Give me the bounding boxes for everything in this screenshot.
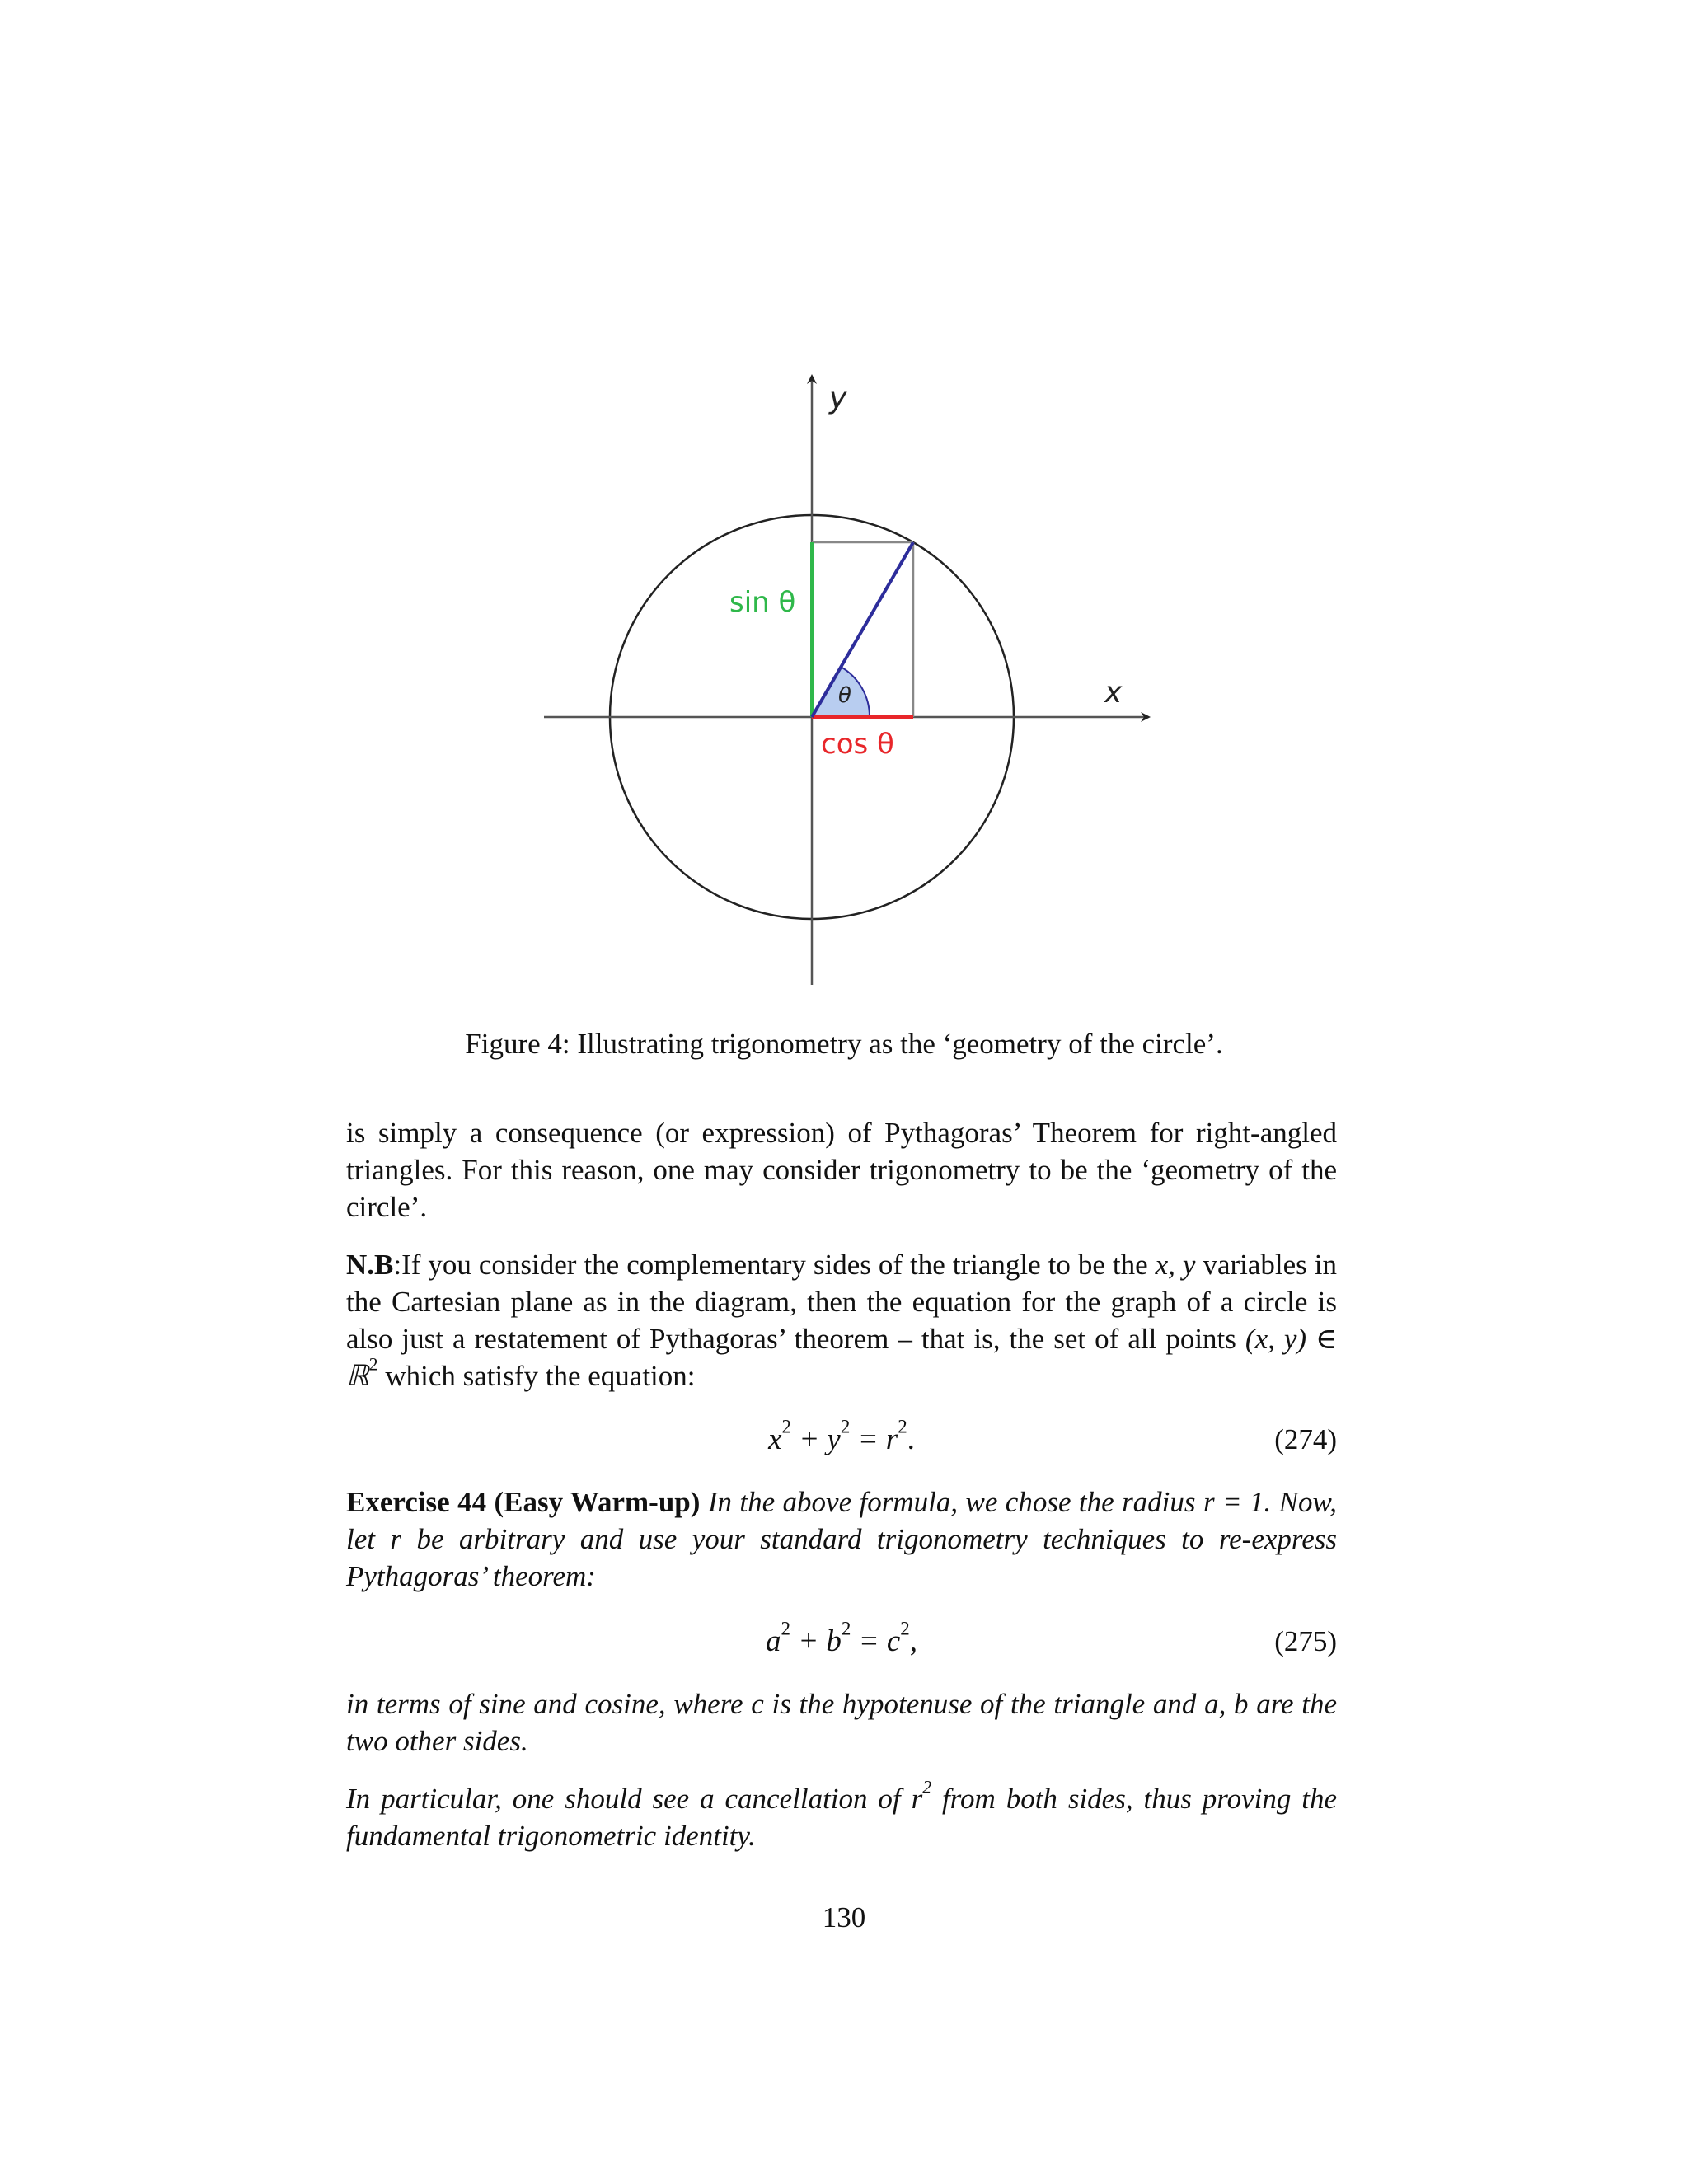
nb-vars: x, y [1155,1249,1196,1281]
page-number: 130 [822,1901,866,1933]
nb-set-sup: 2 [368,1354,378,1375]
nb-set: (x, y) ∈ ℝ [346,1323,1337,1392]
exercise-particular-text: In particular, one should see a cancellation of $r^2$ from both sides, thus proving the fundamental trigonometric identity. [346,1777,1337,1852]
sin-label: sin θ [729,586,796,619]
equation-274 [346,1416,1337,1460]
equation-275 [346,1618,1337,1662]
nb-text-2: variables in the Cartesian plane as in the diagram, then the equation for the graph of a circle is also just a restatement of Pythagoras’ theorem – that is, the set of all points [346,1249,1337,1355]
nb-text-1: :If you consider the complementary sides of the triangle to be the [393,1249,1156,1281]
equation-274-body: $x^2 + y^2 = r^2$. [768,1416,915,1456]
nb-label: N.B [346,1249,394,1281]
exercise-title: Exercise 44 (Easy Warm-up) [346,1486,701,1518]
equation-275-number: (275) [1274,1625,1337,1657]
exercise-after-text: in terms of sine and cosine, where c is the hypotenuse of the triangle and a, b are the two other sides. [346,1688,1337,1757]
unit-circle-figure [528,371,1170,997]
y-axis-label: y [829,382,847,415]
cos-label: cos θ [821,728,894,761]
equation-275-body: $a^2 + b^2 = c^2$, [765,1618,917,1658]
paragraph-pythagoras: is simply a consequence (or expression) of Pythagoras’ Theorem for right-angled triangles. For this reason, one may consider trigonometry to be the ‘geometry of the circle’. [346,1117,1337,1223]
x-axis-label: x [1104,676,1123,710]
equation-274-number: (274) [1274,1423,1337,1455]
paragraph-nb [346,1246,1337,1394]
theta-label: θ [838,683,851,708]
figure-caption: Figure 4: Illustrating trigonometry as the ‘geometry of the circle’. [465,1028,1223,1060]
exercise-44: Exercise 44 (Easy Warm-up) In the above formula, we chose the radius r = 1. Now, let r be arbitrary and use your standard trigonometry techniques to re-express Pythagoras’ theorem: [346,1486,1337,1592]
nb-text-3: which satisfy the equation: [377,1360,696,1392]
